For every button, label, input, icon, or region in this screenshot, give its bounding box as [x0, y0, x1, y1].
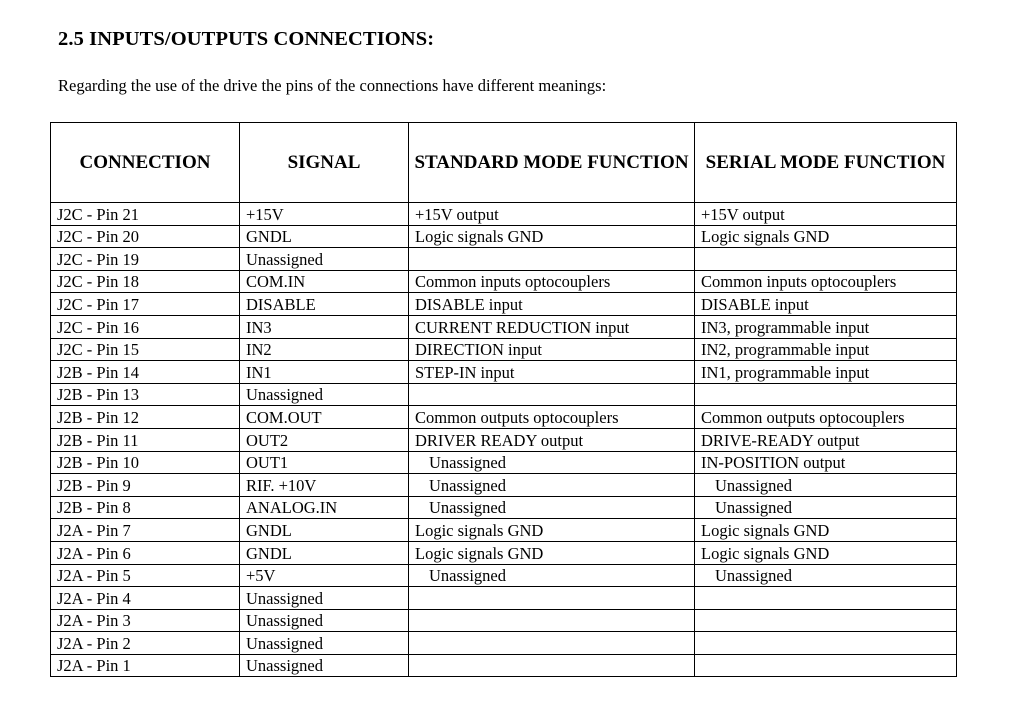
- cell-serial-function: [695, 474, 957, 497]
- cell-connection-text: J2A - Pin 3: [57, 611, 131, 631]
- cell-connection-text: J2A - Pin 6: [57, 543, 131, 563]
- table-row: [51, 270, 957, 293]
- cell-standard-function-text: Common inputs optocouplers: [415, 272, 611, 292]
- cell-connection: [51, 203, 240, 226]
- cell-connection: [51, 270, 240, 293]
- cell-standard-function-text: Logic signals GND: [415, 543, 544, 563]
- cell-connection-text: J2A - Pin 2: [57, 633, 131, 653]
- cell-standard-function: [409, 315, 695, 338]
- cell-serial-function: [695, 248, 957, 271]
- cell-connection: [51, 315, 240, 338]
- table-row: [51, 338, 957, 361]
- cell-signal-text: DISABLE: [246, 294, 316, 314]
- cell-serial-function: [695, 428, 957, 451]
- cell-connection: [51, 248, 240, 271]
- cell-serial-function: [695, 587, 957, 610]
- table-row: [51, 383, 957, 406]
- cell-signal: [240, 654, 409, 677]
- cell-connection: [51, 338, 240, 361]
- cell-connection-text: J2A - Pin 1: [57, 656, 131, 676]
- cell-signal: [240, 564, 409, 587]
- cell-signal: [240, 519, 409, 542]
- cell-serial-function-text: DISABLE input: [701, 294, 809, 314]
- cell-standard-function: [409, 428, 695, 451]
- cell-serial-function-text: Common outputs optocouplers: [701, 407, 905, 427]
- cell-signal: [240, 474, 409, 497]
- table-row: [51, 474, 957, 497]
- cell-signal-text: Unassigned: [246, 656, 323, 676]
- cell-connection-text: J2C - Pin 20: [57, 227, 140, 247]
- cell-signal: [240, 609, 409, 632]
- table-row: [51, 496, 957, 519]
- cell-serial-function: [695, 293, 957, 316]
- cell-serial-function-text: IN2, programmable input: [701, 340, 870, 360]
- cell-connection: [51, 541, 240, 564]
- cell-standard-function-text: CURRENT REDUCTION input: [415, 317, 630, 337]
- cell-standard-function: [409, 270, 695, 293]
- cell-serial-function: [695, 564, 957, 587]
- cell-signal: [240, 225, 409, 248]
- cell-standard-function: [409, 632, 695, 655]
- cell-signal: [240, 496, 409, 519]
- cell-serial-function-text: Unassigned: [715, 566, 792, 586]
- cell-connection-text: J2B - Pin 12: [57, 407, 140, 427]
- cell-connection-text: J2C - Pin 15: [57, 340, 140, 360]
- cell-standard-function-text: Unassigned: [429, 498, 506, 518]
- table-row: [51, 541, 957, 564]
- cell-serial-function: [695, 383, 957, 406]
- cell-standard-function-text: Unassigned: [429, 475, 506, 495]
- cell-connection: [51, 519, 240, 542]
- cell-connection-text: J2C - Pin 17: [57, 294, 140, 314]
- cell-connection: [51, 451, 240, 474]
- cell-serial-function-text: IN3, programmable input: [701, 317, 870, 337]
- cell-connection: [51, 406, 240, 429]
- table-row: [51, 406, 957, 429]
- cell-connection: [51, 609, 240, 632]
- table-row: [51, 654, 957, 677]
- cell-serial-function-text: Logic signals GND: [701, 543, 830, 563]
- cell-serial-function: [695, 315, 957, 338]
- cell-signal: [240, 248, 409, 271]
- cell-signal-text: IN3: [246, 317, 272, 337]
- cell-signal-text: Unassigned: [246, 633, 323, 653]
- cell-standard-function: [409, 451, 695, 474]
- cell-standard-function-text: Unassigned: [429, 566, 506, 586]
- cell-signal-text: IN2: [246, 340, 272, 360]
- cell-standard-function-text: Unassigned: [429, 453, 506, 473]
- cell-standard-function-text: Common outputs optocouplers: [415, 407, 619, 427]
- cell-serial-function-text: Common inputs optocouplers: [701, 272, 897, 292]
- cell-standard-function: [409, 587, 695, 610]
- cell-signal-text: Unassigned: [246, 249, 323, 269]
- cell-signal: [240, 293, 409, 316]
- table-row: [51, 248, 957, 271]
- cell-serial-function: [695, 406, 957, 429]
- cell-serial-function-text: DRIVE-READY output: [701, 430, 860, 450]
- cell-serial-function: [695, 225, 957, 248]
- cell-signal-text: IN1: [246, 362, 272, 382]
- cell-serial-function: [695, 496, 957, 519]
- cell-serial-function-text: IN1, programmable input: [701, 362, 870, 382]
- cell-signal: [240, 451, 409, 474]
- cell-standard-function: [409, 406, 695, 429]
- cell-serial-function: [695, 654, 957, 677]
- cell-signal: [240, 270, 409, 293]
- cell-serial-function: [695, 451, 957, 474]
- cell-serial-function: [695, 519, 957, 542]
- cell-serial-function-text: Logic signals GND: [701, 520, 830, 540]
- cell-connection-text: J2B - Pin 10: [57, 453, 140, 473]
- cell-signal: [240, 428, 409, 451]
- cell-connection-text: J2C - Pin 21: [57, 204, 140, 224]
- cell-standard-function: [409, 496, 695, 519]
- cell-connection: [51, 587, 240, 610]
- cell-standard-function: [409, 225, 695, 248]
- cell-signal-text: +5V: [246, 566, 276, 586]
- cell-signal-text: Unassigned: [246, 385, 323, 405]
- cell-serial-function: [695, 270, 957, 293]
- table-row: [51, 361, 957, 384]
- cell-serial-function-text: Unassigned: [715, 498, 792, 518]
- table-row: [51, 225, 957, 248]
- cell-connection: [51, 225, 240, 248]
- table-row: [51, 315, 957, 338]
- cell-connection-text: J2B - Pin 13: [57, 385, 140, 405]
- cell-signal: [240, 406, 409, 429]
- cell-serial-function: [695, 361, 957, 384]
- cell-connection: [51, 564, 240, 587]
- cell-signal: [240, 541, 409, 564]
- cell-connection: [51, 654, 240, 677]
- cell-serial-function-text: Logic signals GND: [701, 227, 830, 247]
- cell-connection-text: J2C - Pin 16: [57, 317, 140, 337]
- table-row: [51, 428, 957, 451]
- cell-signal-text: ANALOG.IN: [246, 498, 338, 518]
- cell-signal-text: OUT2: [246, 430, 289, 450]
- cell-connection: [51, 293, 240, 316]
- cell-standard-function: [409, 361, 695, 384]
- cell-connection-text: J2A - Pin 4: [57, 588, 131, 608]
- cell-signal-text: Unassigned: [246, 611, 323, 631]
- cell-serial-function: [695, 632, 957, 655]
- cell-standard-function-text: Logic signals GND: [415, 520, 544, 540]
- header-standard-mode: STANDARD MODE FUNCTION: [409, 123, 695, 203]
- cell-standard-function-text: +15V output: [415, 204, 499, 224]
- cell-connection: [51, 361, 240, 384]
- cell-connection: [51, 496, 240, 519]
- table-row: [51, 451, 957, 474]
- cell-connection-text: J2A - Pin 7: [57, 520, 131, 540]
- cell-signal: [240, 315, 409, 338]
- cell-standard-function: [409, 293, 695, 316]
- table-row: [51, 203, 957, 226]
- table-row: [51, 564, 957, 587]
- cell-standard-function: [409, 654, 695, 677]
- cell-standard-function: [409, 338, 695, 361]
- cell-signal-text: COM.IN: [246, 272, 306, 292]
- cell-signal-text: COM.OUT: [246, 407, 322, 427]
- intro-paragraph: Regarding the use of the drive the pins of the connections have different meanings:: [58, 76, 607, 95]
- cell-signal-text: GNDL: [246, 227, 292, 247]
- table-row: [51, 632, 957, 655]
- cell-signal-text: Unassigned: [246, 588, 323, 608]
- section-title: 2.5 INPUTS/OUTPUTS CONNECTIONS:: [58, 28, 435, 50]
- cell-connection: [51, 383, 240, 406]
- cell-standard-function: [409, 203, 695, 226]
- cell-signal: [240, 587, 409, 610]
- cell-serial-function: [695, 203, 957, 226]
- cell-signal: [240, 338, 409, 361]
- connections-table: [50, 122, 957, 677]
- table-row: [51, 293, 957, 316]
- cell-connection-text: J2A - Pin 5: [57, 566, 131, 586]
- cell-connection: [51, 632, 240, 655]
- cell-serial-function: [695, 541, 957, 564]
- cell-connection: [51, 428, 240, 451]
- cell-connection-text: J2C - Pin 18: [57, 272, 140, 292]
- cell-standard-function: [409, 474, 695, 497]
- cell-signal: [240, 632, 409, 655]
- cell-standard-function-text: DIRECTION input: [415, 340, 542, 360]
- cell-serial-function-text: +15V output: [701, 204, 785, 224]
- cell-standard-function: [409, 383, 695, 406]
- cell-standard-function-text: DRIVER READY output: [415, 430, 584, 450]
- cell-serial-function-text: Unassigned: [715, 475, 792, 495]
- cell-serial-function: [695, 609, 957, 632]
- table-row: [51, 609, 957, 632]
- header-signal: SIGNAL: [240, 123, 409, 203]
- cell-serial-function: [695, 338, 957, 361]
- cell-signal-text: OUT1: [246, 453, 289, 473]
- cell-standard-function: [409, 248, 695, 271]
- cell-standard-function: [409, 541, 695, 564]
- cell-signal: [240, 383, 409, 406]
- header-serial-mode: SERIAL MODE FUNCTION: [695, 123, 957, 203]
- header-connection: CONNECTION: [51, 123, 240, 203]
- cell-signal-text: GNDL: [246, 543, 292, 563]
- cell-standard-function: [409, 564, 695, 587]
- cell-signal: [240, 361, 409, 384]
- cell-connection-text: J2B - Pin 14: [57, 362, 140, 382]
- table-row: [51, 519, 957, 542]
- table-header-row: [51, 123, 957, 203]
- cell-connection-text: J2B - Pin 9: [57, 475, 131, 495]
- table-row: [51, 587, 957, 610]
- cell-standard-function-text: DISABLE input: [415, 294, 523, 314]
- cell-connection-text: J2B - Pin 11: [57, 430, 139, 450]
- cell-serial-function-text: IN-POSITION output: [701, 453, 846, 473]
- cell-signal-text: RIF. +10V: [246, 475, 317, 495]
- cell-connection-text: J2B - Pin 8: [57, 498, 131, 518]
- cell-standard-function-text: Logic signals GND: [415, 227, 544, 247]
- cell-connection: [51, 474, 240, 497]
- cell-signal-text: +15V: [246, 204, 284, 224]
- cell-standard-function-text: STEP-IN input: [415, 362, 515, 382]
- cell-signal-text: GNDL: [246, 520, 292, 540]
- cell-standard-function: [409, 519, 695, 542]
- cell-standard-function: [409, 609, 695, 632]
- cell-signal: [240, 203, 409, 226]
- cell-connection-text: J2C - Pin 19: [57, 249, 140, 269]
